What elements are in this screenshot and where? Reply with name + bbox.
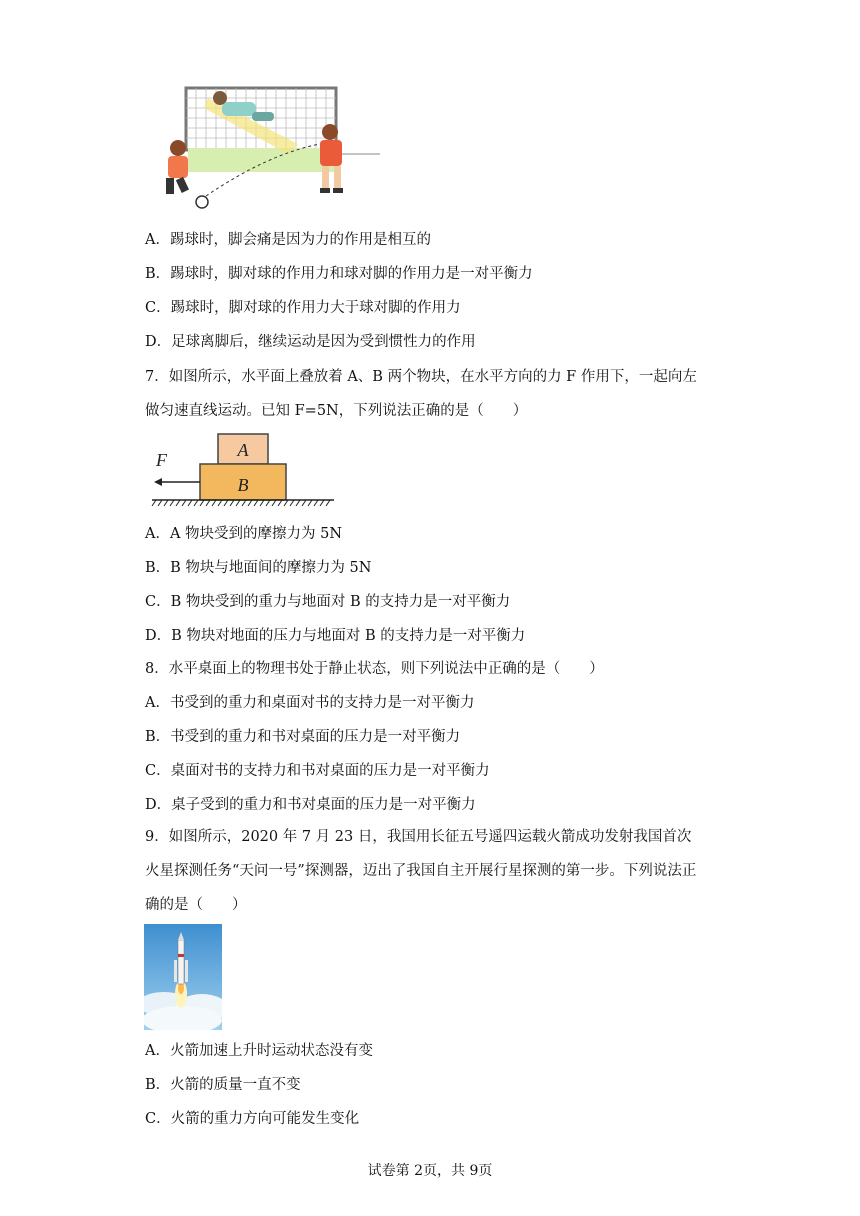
q7-stem-line1: 7．如图所示，水平面上叠放着 A、B 两个物块，在水平方向的力 F 作用下，一起向左 (145, 369, 697, 385)
q8-option-b: B．书受到的重力和书对桌面的压力是一对平衡力 (145, 729, 461, 745)
soccer-figure (148, 84, 384, 214)
q7-stem-line2: 做匀速直线运动。已知 F=5N，下列说法正确的是（ ） (145, 403, 528, 419)
rocket-figure (144, 924, 222, 1030)
q6-option-c: C．踢球时，脚对球的作用力大于球对脚的作用力 (145, 300, 461, 316)
blocks-figure (148, 430, 338, 510)
q8-option-d: D．桌子受到的重力和书对桌面的压力是一对平衡力 (145, 797, 476, 813)
q9-option-a: A．火箭加速上升时运动状态没有变 (145, 1043, 373, 1059)
q6-option-d: D．足球离脚后，继续运动是因为受到惯性力的作用 (145, 334, 476, 350)
q9-option-c: C．火箭的重力方向可能发生变化 (145, 1111, 360, 1127)
label-f: F (156, 450, 167, 470)
q8-option-c: C．桌面对书的支持力和书对桌面的压力是一对平衡力 (145, 763, 490, 779)
label-b: B (237, 475, 249, 495)
q9-option-b: B．火箭的质量一直不变 (145, 1077, 301, 1093)
q9-stem-line2: 火星探测任务“天问一号”探测器，迈出了我国自主开展行星探测的第一步。下列说法正 (145, 863, 697, 879)
q8-stem: 8．水平桌面上的物理书处于静止状态，则下列说法中正确的是（ ） (145, 661, 604, 677)
q9-stem-line1: 9．如图所示，2020 年 7 月 23 日，我国用长征五号遥四运载火箭成功发射我国首次 (145, 829, 692, 845)
q9-stem-line3: 确的是（ ） (145, 897, 247, 913)
page-footer: 试卷第 2页，共 9页 (367, 1163, 493, 1179)
q7-option-a: A．A 物块受到的摩擦力为 5N (145, 526, 343, 542)
q6-option-b: B．踢球时，脚对球的作用力和球对脚的作用力是一对平衡力 (145, 266, 533, 282)
q7-option-d: D．B 物块对地面的压力与地面对 B 的支持力是一对平衡力 (145, 628, 526, 644)
label-a: A (237, 440, 249, 460)
q7-option-b: B．B 物块与地面间的摩擦力为 5N (145, 560, 372, 576)
q6-option-a: A．踢球时，脚会痛是因为力的作用是相互的 (145, 232, 431, 248)
q8-option-a: A．书受到的重力和桌面对书的支持力是一对平衡力 (145, 695, 475, 711)
q7-option-c: C．B 物块受到的重力与地面对 B 的支持力是一对平衡力 (145, 594, 511, 610)
